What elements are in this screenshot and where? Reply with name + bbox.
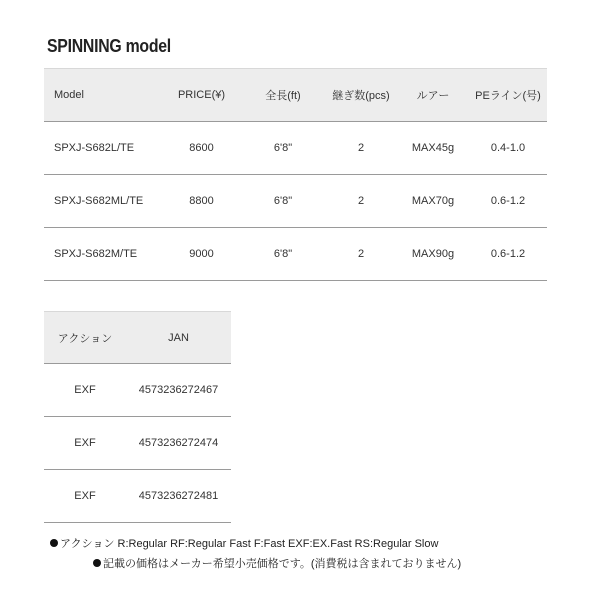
header-price: PRICE(¥)	[177, 89, 226, 101]
cell-pe-line: 0.6-1.2	[490, 195, 526, 207]
cell-pe-line: 0.6-1.2	[490, 248, 526, 260]
table-row	[44, 470, 231, 523]
cell-length: 6'8"	[273, 248, 293, 260]
header-length: 全長(ft)	[265, 90, 301, 102]
cell-pe-line: 0.4-1.0	[490, 142, 526, 154]
header-jan: JAN	[168, 331, 189, 344]
spec-table-header	[44, 69, 547, 122]
cell-action: EXF	[74, 490, 96, 502]
jan-table-header	[44, 312, 231, 364]
cell-jan: 4573236272467	[138, 384, 219, 396]
cell-action: EXF	[74, 384, 96, 396]
bullet-icon	[50, 539, 58, 547]
page-title: SPINNING model	[47, 36, 171, 56]
bullet-icon	[93, 559, 101, 567]
table-row	[44, 417, 231, 470]
header-lure: ルアー	[416, 90, 450, 102]
cell-model: SPXJ-S682M/TE	[54, 248, 138, 260]
cell-price: 8800	[189, 195, 214, 207]
table-row	[44, 122, 547, 175]
table-row	[44, 364, 231, 417]
cell-model: SPXJ-S682ML/TE	[54, 195, 144, 207]
cell-price: 8600	[189, 142, 214, 154]
cell-lure: MAX45g	[411, 142, 455, 154]
cell-length: 6'8"	[273, 142, 293, 154]
price-note	[93, 555, 461, 571]
spec-table	[44, 68, 547, 281]
cell-model: SPXJ-S682L/TE	[54, 142, 135, 154]
cell-lure: MAX70g	[411, 195, 455, 207]
header-action: アクション	[57, 332, 113, 345]
table-row	[44, 228, 547, 281]
table-row	[44, 175, 547, 228]
cell-pieces: 2	[357, 248, 365, 260]
price-note-text: 記載の価格はメーカー希望小売価格です。(消費税は含まれておりません)	[103, 558, 462, 570]
jan-table	[44, 311, 231, 523]
cell-lure: MAX90g	[411, 248, 455, 260]
cell-jan: 4573236272481	[138, 490, 219, 502]
cell-action: EXF	[74, 437, 96, 449]
header-pieces: 継ぎ数(pcs)	[332, 90, 390, 102]
action-legend-note	[50, 535, 438, 551]
cell-jan: 4573236272474	[138, 437, 219, 449]
header-pe-line: PEライン(号)	[475, 90, 541, 102]
cell-price: 9000	[189, 248, 214, 260]
cell-length: 6'8"	[273, 195, 293, 207]
header-model: Model	[54, 89, 84, 101]
cell-pieces: 2	[357, 142, 365, 154]
action-legend-text: アクション R:Regular RF:Regular Fast F:Fast EXF:EX.Fast RS:Regular Slow	[60, 538, 439, 550]
cell-pieces: 2	[357, 195, 365, 207]
